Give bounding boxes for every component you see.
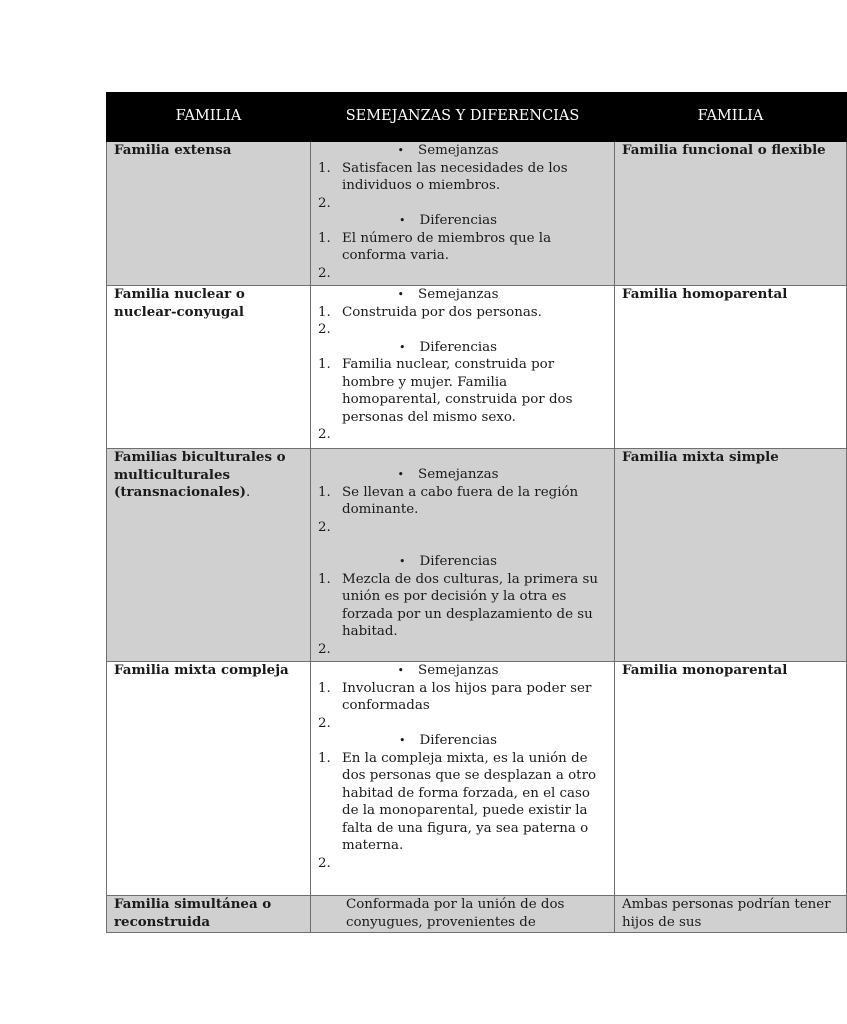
list-item: 1. Familia nuclear, construida por hombre y mujer. Familia homoparental, construida por dos personas del mismo sexo. (318, 357, 573, 425)
family-type-left: Familia simultánea o reconstruida (107, 896, 311, 933)
semejanzas-bullet: • Semejanzas (318, 466, 608, 484)
list-item: 1. Construida por dos personas. (318, 304, 542, 320)
comparison-cell (311, 662, 615, 896)
list-item: 1. El número de miembros que la conforma varia. (318, 230, 552, 263)
family-type-left: Familia extensa (107, 142, 311, 286)
list-item: 2. (318, 519, 331, 535)
family-type-right: Familia mixta simple (615, 449, 847, 662)
header-familia-right: FAMILIA (615, 93, 847, 142)
list-item: 1. Satisfacen las necesidades de los individuos o miembros. (318, 160, 568, 193)
diferencias-bullet: • Diferencias (318, 732, 608, 750)
table-header-row (107, 93, 847, 142)
comparison-text: Conformada por la unión de dos conyugues, provenientes de (346, 897, 565, 930)
list-item: 2. (318, 855, 331, 871)
table-row (107, 662, 847, 896)
table-row (107, 286, 847, 449)
table-row (107, 896, 847, 933)
family-type-right: Familia homoparental (615, 286, 847, 449)
family-type-left: Familia nuclear o nuclear-conyugal (107, 286, 311, 449)
diferencias-bullet: • Diferencias (318, 553, 608, 571)
list-item: 2. (318, 322, 331, 337)
family-type-left: Familia mixta compleja (107, 662, 311, 896)
comparison-cell (311, 286, 615, 449)
table-row (107, 449, 847, 662)
list-item: 2. (318, 427, 331, 442)
list-item: 1. Involucran a los hijos para poder ser conformadas (318, 680, 592, 713)
table-row (107, 142, 847, 286)
comparison-cell (311, 896, 615, 933)
family-type-right: Familia monoparental (615, 662, 847, 896)
diferencias-bullet: • Diferencias (318, 339, 608, 357)
diferencias-bullet: • Diferencias (318, 212, 608, 230)
list-item: 2. (318, 641, 331, 657)
list-item: 2. (318, 715, 331, 731)
family-type-left: Familias biculturales o multiculturales (transnacionales). (107, 449, 311, 662)
semejanzas-bullet: • Semejanzas (318, 286, 608, 304)
list-item: 1. Mezcla de dos culturas, la primera su unión es por decisión y la otra es forzada por un desplazamiento de su habitad. (318, 571, 598, 639)
semejanzas-bullet: • Semejanzas (318, 142, 608, 160)
header-familia-left: FAMILIA (107, 93, 311, 142)
list-item: 2. (318, 195, 331, 211)
header-semejanzas-diferencias: SEMEJANZAS Y DIFERENCIAS (311, 93, 615, 142)
list-item: 2. (318, 265, 331, 281)
list-item: 1. En la compleja mixta, es la unión de dos personas que se desplazan a otro habitad de forma forzada, en el caso de la monoparental, puede existir la falta de una figura, ya sea paterna o materna. (318, 750, 597, 853)
family-comparison-table (106, 92, 847, 933)
comparison-cell (311, 449, 615, 662)
family-type-right: Ambas personas podrían tener hijos de sus (615, 896, 847, 933)
list-item: 1. Se llevan a cabo fuera de la región dominante. (318, 484, 579, 517)
family-type-right: Familia funcional o flexible (615, 142, 847, 286)
comparison-cell (311, 142, 615, 286)
semejanzas-bullet: • Semejanzas (318, 662, 608, 680)
